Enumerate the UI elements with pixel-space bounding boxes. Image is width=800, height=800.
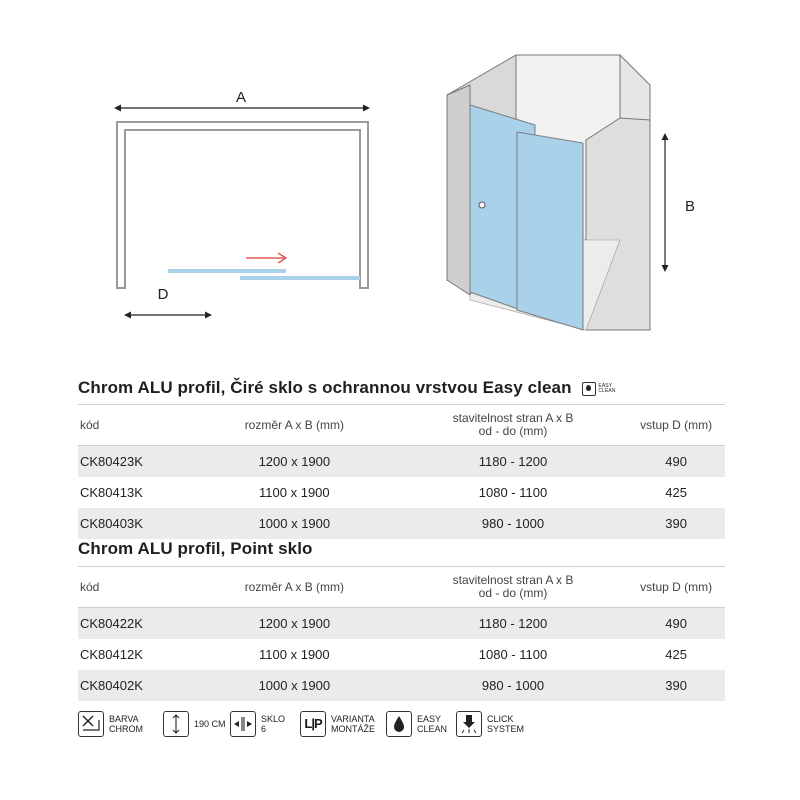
b-arrow-top-head — [662, 133, 669, 140]
cell-adjust: 1080 - 1100 — [478, 485, 548, 500]
chrome-profile-icon — [78, 711, 104, 737]
header-code: kód — [78, 405, 190, 446]
water-drop-icon — [582, 382, 596, 396]
feature-easy-clean-label: EASY CLEAN — [417, 714, 448, 734]
cell-code: CK80422K — [78, 608, 190, 640]
cell-entry: 490 — [627, 608, 725, 640]
easy-clean-badge — [582, 379, 615, 399]
header-size: rozměr A x B (mm) — [190, 405, 399, 446]
arrow-right-head — [363, 105, 370, 112]
cell-size: 1200 x 1900 — [190, 446, 399, 478]
dimension-b-label: B — [684, 198, 696, 215]
table-header-row — [78, 405, 725, 446]
feature-glass-label: SKLO 6 — [261, 714, 286, 734]
cell-entry: 425 — [665, 647, 687, 662]
header-adjust: stavitelnost stran A x B od - do (mm) — [399, 567, 628, 608]
cell-code: CK80403K — [78, 508, 190, 539]
cell-size: 1000 x 1900 — [190, 670, 399, 701]
cell-adjust: 980 - 1000 — [399, 508, 628, 539]
header-code: kód — [78, 567, 190, 608]
feature-mount — [300, 708, 375, 740]
easy-clean-drop-icon — [386, 711, 412, 737]
b-arrow-bottom-head — [662, 265, 669, 272]
feature-click — [456, 708, 524, 740]
badge-line1: EASY — [598, 383, 613, 390]
feature-icons-row — [78, 708, 738, 740]
section2-title: Chrom ALU profil, Point sklo — [78, 539, 313, 558]
cell-entry: 390 — [627, 508, 725, 539]
arrow-left-head — [114, 105, 121, 112]
fixed-glass-door — [517, 132, 583, 330]
header-entry: vstup D (mm) — [627, 567, 725, 608]
feature-easy-clean — [386, 708, 447, 740]
spec-table-1 — [78, 404, 725, 539]
feature-color-label: BARVA CHROM — [109, 714, 143, 734]
wall-frame — [117, 122, 368, 288]
table-row — [78, 477, 725, 508]
feature-height-label: 190 CM — [194, 719, 226, 729]
cell-adjust: 1180 - 1200 — [399, 608, 628, 640]
table-header-row — [78, 567, 725, 608]
cell-code: CK80413K — [80, 485, 143, 500]
cell-size: 1100 x 1900 — [259, 647, 330, 662]
table-row — [78, 639, 725, 670]
feature-color — [78, 708, 143, 740]
header-size: rozměr A x B (mm) — [190, 567, 399, 608]
glass-thickness-icon — [230, 711, 256, 737]
feature-mount-label: VARIANTA MONTÁŽE — [331, 714, 375, 734]
sliding-glass-panel — [168, 269, 286, 273]
click-system-icon — [456, 711, 482, 737]
badge-line2: CLEAN — [598, 388, 616, 395]
header-entry: vstup D (mm) — [627, 405, 725, 446]
cell-code: CK80402K — [78, 670, 190, 701]
feature-click-label: CLICK SYSTEM — [487, 714, 525, 734]
left-wall-edge — [447, 85, 470, 295]
table-row — [78, 446, 725, 478]
feature-height — [163, 708, 226, 740]
fixed-glass-panel — [240, 276, 360, 280]
door-handle-icon — [479, 202, 485, 208]
cell-entry: 390 — [627, 670, 725, 701]
cell-adjust: 1080 - 1100 — [478, 647, 548, 662]
table-row — [78, 508, 725, 539]
header-adjust: stavitelnost stran A x B od - do (mm) — [399, 405, 628, 446]
cell-adjust: 980 - 1000 — [399, 670, 628, 701]
cell-code: CK80423K — [78, 446, 190, 478]
cell-adjust: 1180 - 1200 — [399, 446, 628, 478]
table-row — [78, 608, 725, 640]
feature-glass — [230, 708, 285, 740]
section1-title-text: Chrom ALU profil, Čiré sklo s ochrannou vrstvou Easy clean — [78, 378, 572, 397]
cell-entry: 490 — [627, 446, 725, 478]
cell-size: 1200 x 1900 — [190, 608, 399, 640]
floor-plan-diagram — [60, 70, 400, 340]
dimension-a-label: A — [235, 89, 247, 106]
cell-code: CK80412K — [80, 647, 143, 662]
cell-size: 1100 x 1900 — [259, 485, 330, 500]
d-arrow-left-head — [124, 312, 131, 319]
cell-size: 1000 x 1900 — [190, 508, 399, 539]
cell-entry: 425 — [665, 485, 687, 500]
section1-title — [78, 378, 616, 399]
table-row — [78, 670, 725, 701]
dimension-d-label: D — [157, 286, 169, 303]
enclosure-3d-diagram — [430, 40, 730, 340]
height-icon — [163, 711, 189, 737]
left-right-mount-icon: L|P — [300, 711, 326, 737]
d-arrow-right-head — [205, 312, 212, 319]
spec-table-2 — [78, 566, 725, 701]
